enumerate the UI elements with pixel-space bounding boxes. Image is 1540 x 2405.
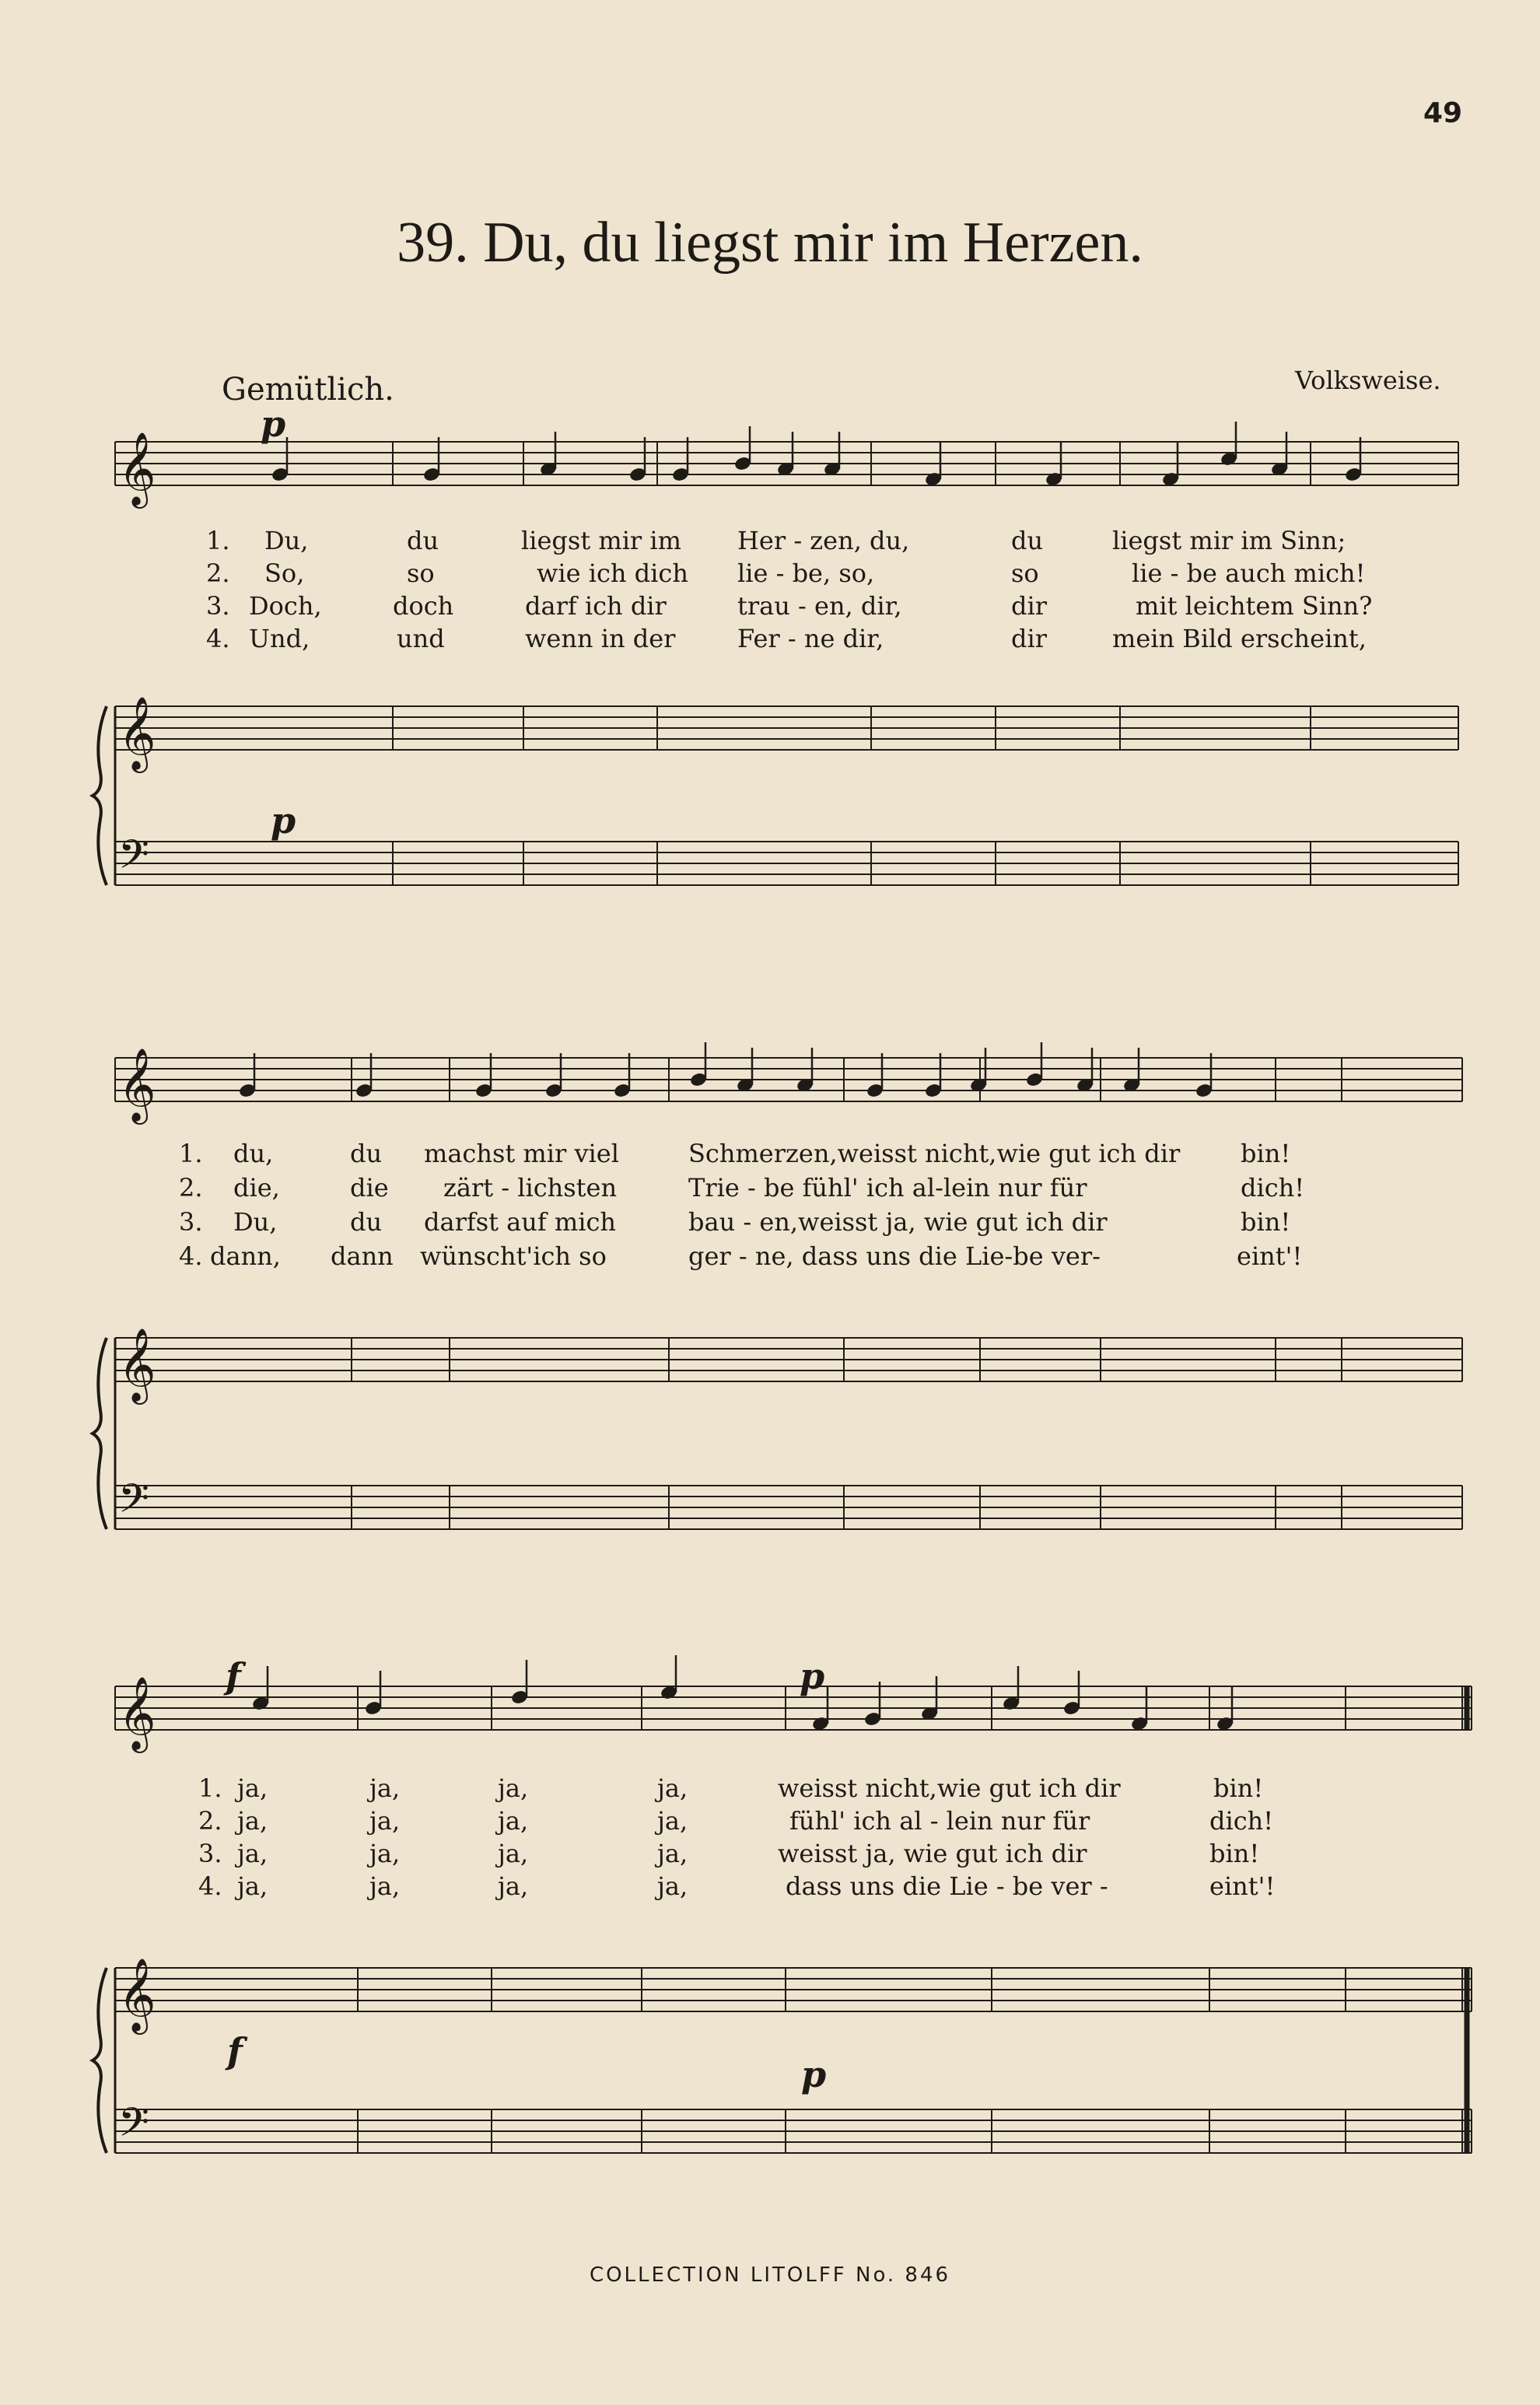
lyric-word: fühl' ich al - lein nur für	[789, 1806, 1090, 1836]
lyric-word: ja,	[369, 1773, 401, 1803]
lyric-line	[198, 1772, 1264, 1805]
lyric-line	[179, 1240, 1303, 1273]
lyric-word: doch	[393, 591, 454, 621]
lyric-word: Her - zen, du,	[737, 526, 910, 555]
lyric-word: lie - be auch mich!	[1132, 558, 1366, 588]
lyric-line	[206, 524, 1346, 557]
dynamic-voice-sys1: p	[261, 403, 286, 445]
verse-number: 2.	[198, 1806, 222, 1836]
lyric-word: ja,	[498, 1839, 529, 1868]
lyric-word: ja,	[237, 1806, 268, 1836]
lyric-word: dann	[331, 1241, 394, 1271]
lyric-word: bin!	[1241, 1139, 1291, 1168]
lyric-word: ja,	[237, 1871, 268, 1901]
verse-number: 1.	[206, 526, 230, 555]
lyric-word: dir	[1011, 591, 1048, 621]
lyric-word: ja,	[498, 1806, 529, 1836]
lyric-word: trau - en, dir,	[737, 591, 902, 621]
lyric-line	[179, 1137, 1291, 1170]
lyric-word: ja,	[369, 1871, 401, 1901]
verse-number: 2.	[179, 1173, 203, 1202]
lyric-word: dann,	[210, 1241, 281, 1271]
bass-clef: 𝄢	[118, 1475, 149, 1532]
dynamic-voice-sys3-p: p	[800, 1655, 825, 1697]
piano-brace	[93, 1338, 107, 1529]
lyric-word: Und,	[249, 624, 310, 653]
lyric-word: du	[1011, 526, 1044, 555]
lyric-word: ja,	[237, 1773, 268, 1803]
lyric-word: ja,	[657, 1773, 688, 1803]
lyric-word: liegst mir im	[521, 526, 681, 555]
dynamic-piano-sys1: p	[271, 800, 296, 842]
lyric-word: so	[407, 558, 435, 588]
verse-number: 3.	[179, 1207, 203, 1237]
lyric-word: Doch,	[249, 591, 322, 621]
lyric-word: wünscht'ich so	[420, 1241, 607, 1271]
dynamic-piano-sys3-p: p	[801, 2053, 827, 2095]
bass-clef: 𝄢	[118, 2099, 149, 2155]
lyric-word: Fer - ne dir,	[737, 624, 884, 653]
lyric-line	[179, 1206, 1291, 1238]
verse-number: 4.	[198, 1871, 222, 1901]
lyric-word: Trie - be fühl' ich al-lein nur für	[688, 1173, 1087, 1202]
lyric-word: bin!	[1209, 1839, 1260, 1868]
lyric-word: Du,	[264, 526, 309, 555]
verse-number: 2.	[206, 558, 230, 588]
verse-number: 4.	[206, 624, 230, 653]
lyric-word: eint'!	[1237, 1241, 1303, 1271]
lyric-word: liegst mir im Sinn;	[1112, 526, 1346, 555]
lyric-word: dich!	[1209, 1806, 1274, 1836]
page-number: 49	[1423, 97, 1463, 129]
lyric-line	[198, 1837, 1260, 1870]
lyric-word: ja,	[498, 1773, 529, 1803]
lyric-word: die	[350, 1173, 389, 1202]
lyric-word: mit leichtem Sinn?	[1136, 591, 1373, 621]
treble-clef: 𝄞	[118, 1328, 156, 1402]
piano-brace	[93, 1968, 107, 2153]
lyric-word: So,	[264, 558, 305, 588]
lyric-word: darfst auf mich	[424, 1207, 616, 1237]
lyric-word: zärt - lichsten	[443, 1173, 618, 1202]
lyric-word: dir	[1011, 624, 1048, 653]
verse-number: 1.	[179, 1139, 203, 1168]
lyric-word: ja,	[657, 1871, 688, 1901]
lyric-word: ger - ne, dass uns die Lie-be ver-	[688, 1241, 1101, 1271]
lyric-word: wie ich dich	[537, 558, 688, 588]
lyric-word: du	[350, 1207, 383, 1237]
lyric-line	[206, 557, 1366, 590]
lyric-word: dich!	[1241, 1173, 1305, 1202]
lyric-word: Schmerzen,weisst nicht,wie gut ich dir	[688, 1139, 1181, 1168]
lyric-word: eint'!	[1209, 1871, 1276, 1901]
dynamic-piano-sys3-f: f	[227, 2030, 243, 2072]
verse-number: 1.	[198, 1773, 222, 1803]
treble-clef: 𝄞	[118, 1958, 156, 2032]
lyric-word: weisst nicht,wie gut ich dir	[778, 1773, 1121, 1803]
treble-clef: 𝄞	[118, 696, 156, 770]
lyric-word: machst mir viel	[424, 1139, 619, 1168]
song-title: 39. Du, du liegst mir im Herzen.	[397, 211, 1143, 275]
lyric-word: mein Bild erscheint,	[1112, 624, 1367, 653]
lyric-word: ja,	[657, 1839, 688, 1868]
lyric-word: du	[350, 1139, 383, 1168]
lyric-line	[198, 1805, 1274, 1837]
lyric-word: bin!	[1241, 1207, 1291, 1237]
bass-clef: 𝄢	[118, 831, 149, 887]
lyric-word: ja,	[369, 1806, 401, 1836]
verse-number: 3.	[206, 591, 230, 621]
lyric-line	[198, 1870, 1276, 1903]
publisher-footer: COLLECTION LITOLFF No. 846	[589, 2263, 951, 2287]
treble-clef: 𝄞	[118, 1676, 156, 1750]
lyric-word: Du,	[233, 1207, 278, 1237]
lyric-word: weisst ja, wie gut ich dir	[778, 1839, 1087, 1868]
treble-clef: 𝄞	[118, 432, 156, 506]
verse-number: 3.	[198, 1839, 222, 1868]
verse-number: 4.	[179, 1241, 203, 1271]
lyric-line	[206, 590, 1373, 622]
composer-attribution: Volksweise.	[1295, 366, 1441, 395]
lyric-word: wenn in der	[525, 624, 676, 653]
tempo-marking: Gemütlich.	[222, 372, 394, 408]
piano-brace	[93, 706, 107, 885]
lyric-word: ja,	[369, 1839, 401, 1868]
lyric-word: du	[407, 526, 439, 555]
lyric-word: darf ich dir	[525, 591, 667, 621]
lyric-line	[206, 622, 1367, 655]
lyric-word: bau - en,weisst ja, wie gut ich dir	[688, 1207, 1108, 1237]
treble-clef: 𝄞	[118, 1048, 156, 1122]
lyric-word: du,	[233, 1139, 274, 1168]
dynamic-voice-sys3: f	[226, 1655, 241, 1697]
lyric-word: und	[397, 624, 445, 653]
lyric-word: bin!	[1213, 1773, 1264, 1803]
lyric-word: ja,	[237, 1839, 268, 1868]
lyric-word: ja,	[498, 1871, 529, 1901]
lyric-line	[179, 1171, 1305, 1204]
lyric-word: so	[1011, 558, 1039, 588]
lyric-word: lie - be, so,	[737, 558, 875, 588]
lyric-word: dass uns die Lie - be ver -	[786, 1871, 1108, 1901]
lyric-word: die,	[233, 1173, 280, 1202]
lyric-word: ja,	[657, 1806, 688, 1836]
